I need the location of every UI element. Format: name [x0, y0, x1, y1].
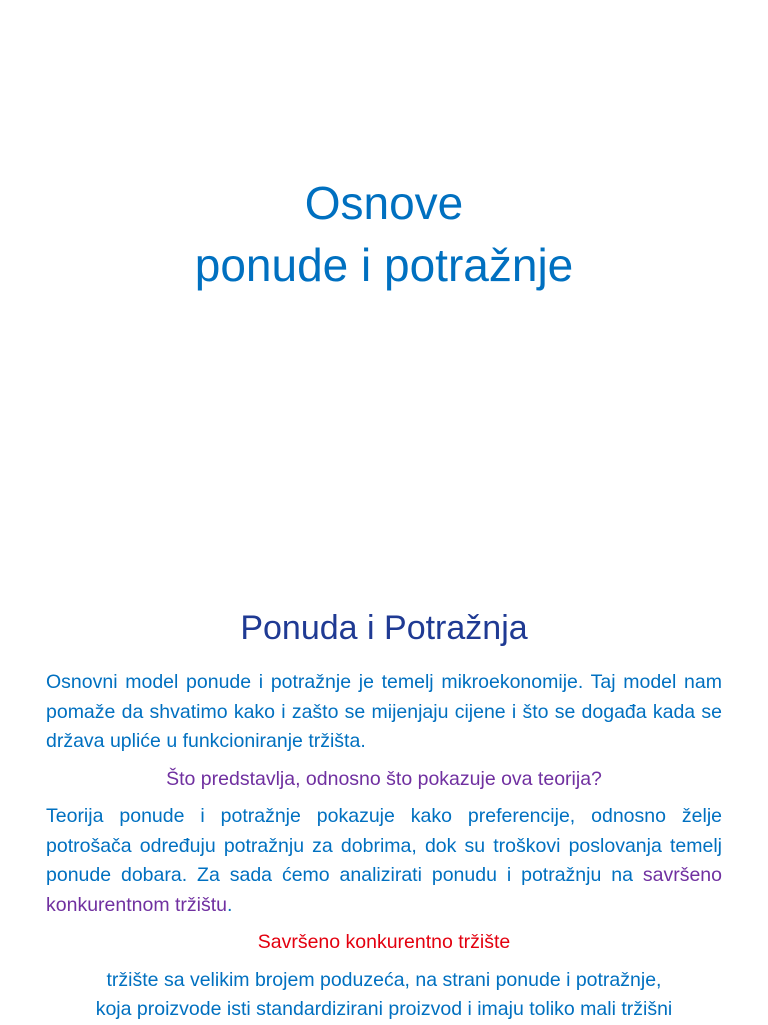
content-slide — [0, 576, 768, 1024]
question-line: Što predstavlja, odnosno što pokazuje ova teorija? — [166, 767, 602, 790]
definition-line-2: koja proizvode isti standardizirani proizvod i imaju toliko mali tržišni — [95, 998, 673, 1020]
title-line-1: Osnove — [304, 177, 464, 229]
theory-paragraph — [46, 802, 722, 920]
slide-heading: Ponuda i Potražnja — [240, 609, 528, 647]
definition-text — [46, 966, 722, 1025]
slide-body — [46, 668, 722, 1025]
theory-paragraph-text: Teorija ponude i potražnje pokazuje kako preferencije, odnosno želje potrošača određuju potražnju za dobrima, dok su troškovi poslovanja temelj ponude dobara. Za sada ćemo analizirati ponudu i potražnju na — [46, 805, 722, 886]
title-line-2: ponude i potražnje — [194, 239, 574, 291]
theory-paragraph-end: . — [227, 893, 233, 916]
definition-line-1: tržište sa velikim brojem poduzeća, na strani ponude i potražnje, — [106, 968, 662, 991]
highlight-term: savršeno konkurentnom tržištu — [46, 864, 722, 916]
intro-paragraph: Osnovni model ponude i potražnje je temelj mikroekonomije. Taj model nam pomaže da shvatimo kako i zašto se mijenjaju cijene i što se događa kada se država upliće u funkcioniranje tržišta. — [46, 671, 722, 752]
slide-title — [0, 172, 768, 296]
definition-heading: Savršeno konkurentno tržište — [257, 931, 511, 953]
